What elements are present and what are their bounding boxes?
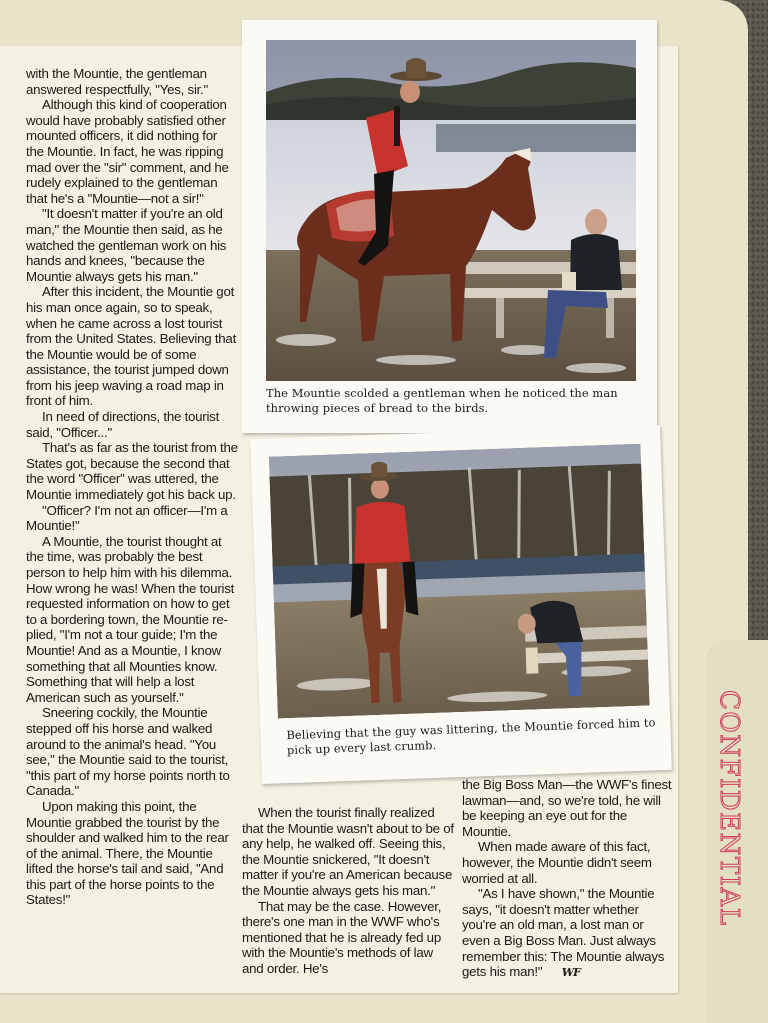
paragraph: When made aware of this fact, however, the Mountie didn't seem worried at all.	[462, 839, 652, 886]
paragraph: In need of directions, the tourist said, "Officer..."	[26, 409, 220, 440]
photo-card-2	[250, 425, 672, 784]
paragraph: That's as far as the tourist from the States got, because the second that the word "Officer" was uttered, the Mountie immediately got his back up.	[26, 440, 238, 503]
photo-mountie-scolding	[266, 40, 636, 381]
paragraph: After this incident, the Mountie got his man once again, so to speak, when he came across a lost tourist from the United States. Believing that the Mountie would be of some assistance, the tourist jumped down from his jeep waving a road map in front of him.	[26, 284, 237, 409]
photo-mountie-scolding-image	[266, 40, 636, 381]
paragraph: with the Mountie, the gentleman answered respectfully, "Yes, sir."	[26, 66, 209, 97]
photo-caption: The Mountie scolded a gentleman when he noticed the man throwing pieces of bread to the birds.	[266, 386, 618, 415]
photo-mountie-crumbs-image	[269, 444, 650, 719]
paragraph: A Mountie, the tourist thought at the time, was probably the best person to help him with his dilemma. How wrong he was! When the tourist requested information on how to get to a bordering town, the Mountie replied, "I'm not a tour guide; I'm the Mountie! And as a Mountie, I know something that all Mounties know. Something that will help a lost American such as yourself."	[26, 533, 235, 705]
wwf-logo-icon: WF	[561, 966, 580, 980]
article-column-1	[26, 66, 238, 908]
paragraph-text: "As I have shown," the Mountie says, "it doesn't matter whether you're an old man, a lost man or even a Big Boss Man. Just always remember this: The Mountie always gets his man!"	[462, 886, 665, 980]
paragraph: "It doesn't matter if you're an old man," the Mountie then said, as he watched the gentleman work on his hands and knees, "because the Mountie always gets his man."	[26, 206, 227, 284]
photo-mountie-crumbs	[269, 444, 650, 719]
confidential-stamp: CONFIDENTIAL	[714, 690, 744, 927]
paragraph: the Big Boss Man—the WWF's finest lawman—and, so we're told, he will be keeping an eye out for the Mountie.	[462, 777, 672, 839]
article-column-3	[462, 777, 672, 981]
photo-caption: Believing that the guy was littering, the Mountie forced him to pick up every last crumb.	[286, 715, 656, 758]
photo-card-1	[242, 20, 657, 433]
article-column-2	[242, 805, 454, 977]
paragraph: That may be the case. However, there's one man in the WWF who's mentioned that he is already fed up with the Mountie's methods of law and order. He's	[242, 898, 442, 976]
paragraph: Upon making this point, the Mountie grabbed the tourist by the shoulder and walked him to the rear of the animal. There, the Mountie lifted the horse's tail and said, "And this part of the horse points to the States!"	[26, 798, 229, 908]
paragraph: "Officer? I'm not an officer—I'm a Mountie!"	[26, 502, 228, 534]
paragraph: When the tourist finally realized that the Mountie wasn't about to be of any help, he walked off. Seeing this, the Mountie snickered, "It doesn't matter if you're an American because the Mountie always gets his man."	[242, 805, 454, 898]
paragraph	[462, 886, 672, 981]
paragraph: Sneering cockily, the Mountie stepped off his horse and walked around to the animal's head. "You see," the Mountie said to the tourist, "this part of my horse points north to Canada."	[26, 705, 230, 799]
paragraph: Although this kind of cooperation would have probably satisfied other mounted officers, it did nothing for the Mountie. In fact, he was ripping mad over the "sir" comment, and he rudely explained to the gentleman that he's a "Mountie—not a sir!"	[26, 97, 229, 206]
